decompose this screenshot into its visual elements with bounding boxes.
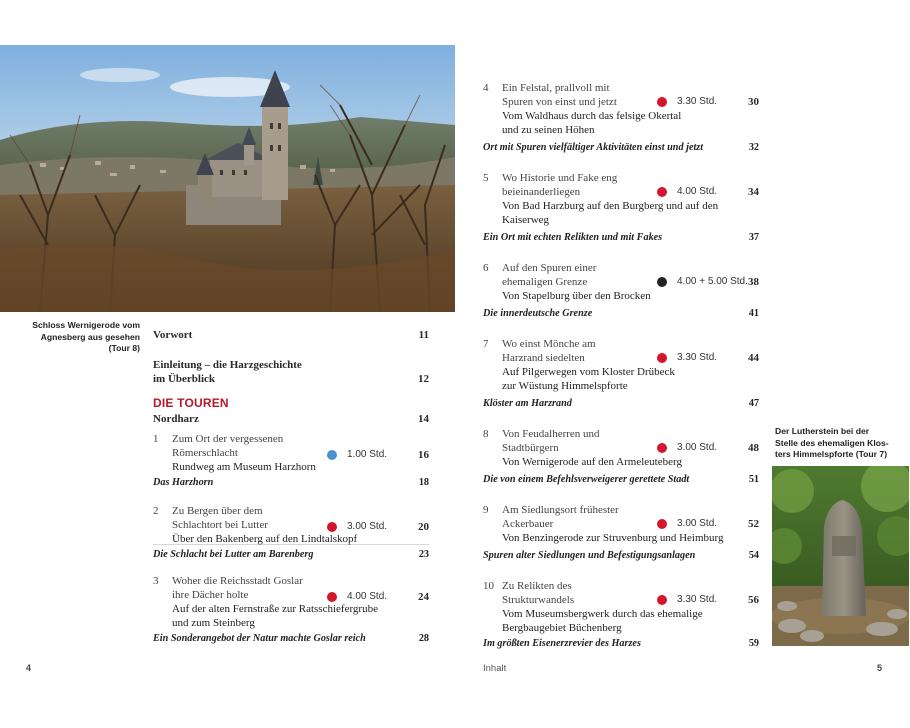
tour-title-line: ihre Dächer holte (172, 589, 249, 601)
difficulty-dot-icon (657, 277, 667, 287)
entry-page: 12 (418, 373, 429, 385)
entry-title: Vorwort (153, 329, 193, 341)
tour-description: Auf der alten Fernstraße zur Ratsschiefergrube (172, 603, 378, 615)
tour-entry-3[interactable] (153, 574, 429, 632)
tour-description: Vom Waldhaus durch das felsige Okertal (502, 110, 682, 122)
subentry-page: 47 (748, 398, 759, 409)
section-heading: DIE TOUREN (153, 396, 229, 410)
lutherstein-photo-illustration (772, 466, 909, 646)
toc-entry-einleitung[interactable] (153, 358, 429, 396)
difficulty-dot-icon (657, 519, 667, 529)
castle-photo-illustration (0, 45, 455, 312)
tour-entry-10[interactable] (483, 579, 759, 637)
tour-entry-2[interactable] (153, 504, 429, 548)
caption-line: Agnesberg aus gesehen (40, 331, 140, 342)
tour-title-line: beieinanderliegen (502, 186, 581, 198)
tour-title-line: Von Feudalherren und (502, 428, 600, 440)
tour-number: 7 (483, 338, 489, 350)
tour-title-line: Ackerbauer (502, 518, 554, 530)
tour-title-line: Zum Ort der vergessenen (172, 433, 284, 445)
tour-duration: 3.00 Std. (347, 521, 388, 532)
difficulty-dot-icon (657, 187, 667, 197)
lutherstein-photo (772, 466, 909, 646)
castle-photo (0, 45, 455, 312)
difficulty-dot-icon (327, 450, 337, 460)
page-number-right: 5 (877, 663, 883, 673)
photo-caption-lutherstein (775, 426, 907, 461)
tour-number: 9 (483, 504, 489, 516)
tour-title-line: ehemaligen Grenze (502, 276, 588, 288)
entry-page: 11 (418, 329, 429, 341)
tour-title-line: Am Siedlungsort frühester (502, 504, 619, 516)
tour-description: Von Wernigerode auf den Armeleuteberg (502, 456, 682, 468)
tour-number: 2 (153, 505, 159, 517)
tour-subentry-4[interactable] (483, 141, 759, 171)
caption-line: (Tour 8) (108, 343, 140, 353)
tour-description: und zu seinen Höhen (502, 124, 595, 136)
tour-entry-9[interactable] (483, 503, 759, 549)
difficulty-dot-icon (657, 595, 667, 605)
difficulty-dot-icon (657, 97, 667, 107)
running-footer-label: Inhalt (483, 663, 507, 674)
photo-caption-castle (12, 320, 140, 355)
difficulty-dot-icon (327, 592, 337, 602)
tour-description: Rundweg am Museum Harzhorn (172, 461, 316, 473)
subentry-title: Im größten Eisenerzrevier des Harzes (483, 638, 641, 649)
tour-title-line: Spuren von einst und jetzt (502, 96, 617, 108)
tour-subentry-3[interactable] (153, 632, 429, 648)
tour-number: 8 (483, 428, 489, 440)
tour-subentry-1[interactable] (153, 476, 429, 500)
tour-page: 24 (418, 591, 429, 603)
tour-page: 30 (748, 96, 759, 108)
tour-description: Von Benzingerode zur Struvenburg und Heimburg (502, 532, 724, 544)
tour-title-line: Auf den Spuren einer (502, 262, 597, 274)
toc-entry-nordharz[interactable] (153, 412, 429, 432)
tour-number: 3 (153, 575, 159, 587)
tour-entry-6[interactable] (483, 261, 759, 307)
subentry-title: Ein Ort mit echten Relikten und mit Fakes (483, 232, 663, 243)
tour-title-line: Wo einst Mönche am (502, 338, 596, 350)
caption-line: Der Lutherstein bei der (775, 426, 870, 436)
subentry-page: 41 (748, 308, 759, 319)
tour-subentry-5[interactable] (483, 231, 759, 261)
tour-duration: 4.00 + 5.00 Std. (677, 276, 748, 287)
tour-subentry-2[interactable] (153, 548, 429, 574)
subentry-page: 18 (418, 477, 429, 488)
tour-description: und zum Steinberg (172, 617, 255, 629)
tour-number: 4 (483, 82, 489, 94)
tour-entry-5[interactable] (483, 171, 759, 231)
tour-duration: 3.30 Std. (677, 594, 718, 605)
tour-title-line: Strukturwandels (502, 594, 575, 606)
tour-subentry-6[interactable] (483, 307, 759, 337)
tour-subentry-10[interactable] (483, 637, 759, 653)
tour-duration: 3.30 Std. (677, 352, 718, 363)
tour-entry-7[interactable] (483, 337, 759, 397)
caption-line: Stelle des ehemaligen Klos- (775, 437, 889, 448)
difficulty-dot-icon (657, 353, 667, 363)
tour-number: 10 (483, 580, 494, 592)
tour-entry-8[interactable] (483, 427, 759, 473)
tour-duration: 3.00 Std. (677, 518, 718, 529)
tour-duration: 3.30 Std. (677, 96, 718, 107)
tour-description: Von Stapelburg über den Brocken (502, 290, 651, 302)
toc-entry-vorwort[interactable] (153, 328, 429, 358)
tour-title-line: Zu Bergen über dem (172, 505, 263, 517)
tour-title-line: Ein Felstal, prallvoll mit (502, 82, 610, 94)
subentry-title: Ein Sonderangebot der Natur machte Goslar reich (153, 633, 366, 644)
entry-title: Nordharz (153, 413, 199, 425)
tour-title-line: Römerschlacht (172, 447, 238, 459)
tour-description: zur Wüstung Himmelspforte (502, 380, 628, 392)
tour-page: 44 (748, 352, 759, 364)
tour-entry-1[interactable] (153, 432, 429, 476)
tour-number: 5 (483, 172, 489, 184)
subentry-page: 54 (748, 550, 759, 561)
tour-page: 56 (748, 594, 759, 606)
subentry-page: 23 (418, 549, 429, 560)
table-of-contents-left (153, 328, 429, 648)
difficulty-dot-icon (657, 443, 667, 453)
tour-duration: 4.00 Std. (347, 591, 388, 602)
tour-entry-4[interactable] (483, 81, 759, 141)
caption-line: Schloss Wernigerode vom (32, 320, 140, 330)
entry-title-line: Einleitung – die Harzgeschichte (153, 359, 302, 371)
tour-page: 48 (748, 442, 759, 454)
tour-duration: 1.00 Std. (347, 449, 388, 460)
subentry-title: Die von einem Befehlsverweigerer gerettete Stadt (483, 474, 690, 485)
page-number-left: 4 (26, 663, 32, 673)
tour-title-line: Schlachtort bei Lutter (172, 519, 268, 531)
caption-line: ters Himmelspforte (Tour 7) (775, 449, 888, 459)
tour-description: Von Bad Harzburg auf den Burgberg und auf den (502, 200, 719, 212)
tour-description: Vom Museumsbergwerk durch das ehemalige (502, 608, 703, 620)
tour-description: Kaiserweg (502, 214, 550, 226)
tour-title-line: Wo Historie und Fake eng (502, 172, 618, 184)
subentry-title: Das Harzhorn (153, 477, 214, 488)
subentry-title: Spuren alter Siedlungen und Befestigungsanlagen (483, 550, 696, 561)
subentry-title: Die innerdeutsche Grenze (483, 308, 593, 319)
subentry-page: 28 (418, 633, 429, 644)
table-of-contents-right (483, 81, 759, 653)
tour-subentry-7[interactable] (483, 397, 759, 427)
difficulty-dot-icon (327, 522, 337, 532)
tour-description: Über den Bakenberg auf den Lindtalskopf (172, 533, 358, 545)
entry-title-line: im Überblick (153, 373, 216, 385)
tour-title-line: Zu Relikten des (502, 580, 572, 592)
tour-page: 52 (748, 518, 759, 530)
tour-description: Bergbaugebiet Büchenberg (502, 622, 622, 634)
subentry-page: 37 (748, 232, 759, 243)
tour-title-line: Woher die Reichsstadt Goslar (172, 575, 303, 587)
tour-subentry-9[interactable] (483, 549, 759, 579)
section-heading-touren (153, 396, 429, 412)
tour-title-line: Stadtbürgern (502, 442, 559, 454)
tour-page: 38 (748, 276, 759, 288)
subentry-title: Klöster am Harzrand (483, 398, 572, 409)
tour-number: 6 (483, 262, 489, 274)
tour-subentry-8[interactable] (483, 473, 759, 503)
subentry-title: Die Schlacht bei Lutter am Barenberg (153, 549, 314, 560)
tour-page: 34 (748, 186, 759, 198)
tour-number: 1 (153, 433, 159, 445)
tour-duration: 3.00 Std. (677, 442, 718, 453)
tour-description: Auf Pilgerwegen vom Kloster Drübeck (502, 366, 675, 378)
entry-page: 14 (418, 413, 429, 425)
subentry-page: 51 (748, 474, 759, 485)
subentry-title: Ort mit Spuren vielfältiger Aktivitäten einst und jetzt (483, 142, 704, 153)
subentry-page: 32 (748, 142, 759, 153)
tour-page: 20 (418, 521, 429, 533)
tour-title-line: Harzrand siedelten (502, 352, 585, 364)
tour-page: 16 (418, 449, 429, 461)
tour-duration: 4.00 Std. (677, 186, 718, 197)
subentry-page: 59 (748, 638, 759, 649)
